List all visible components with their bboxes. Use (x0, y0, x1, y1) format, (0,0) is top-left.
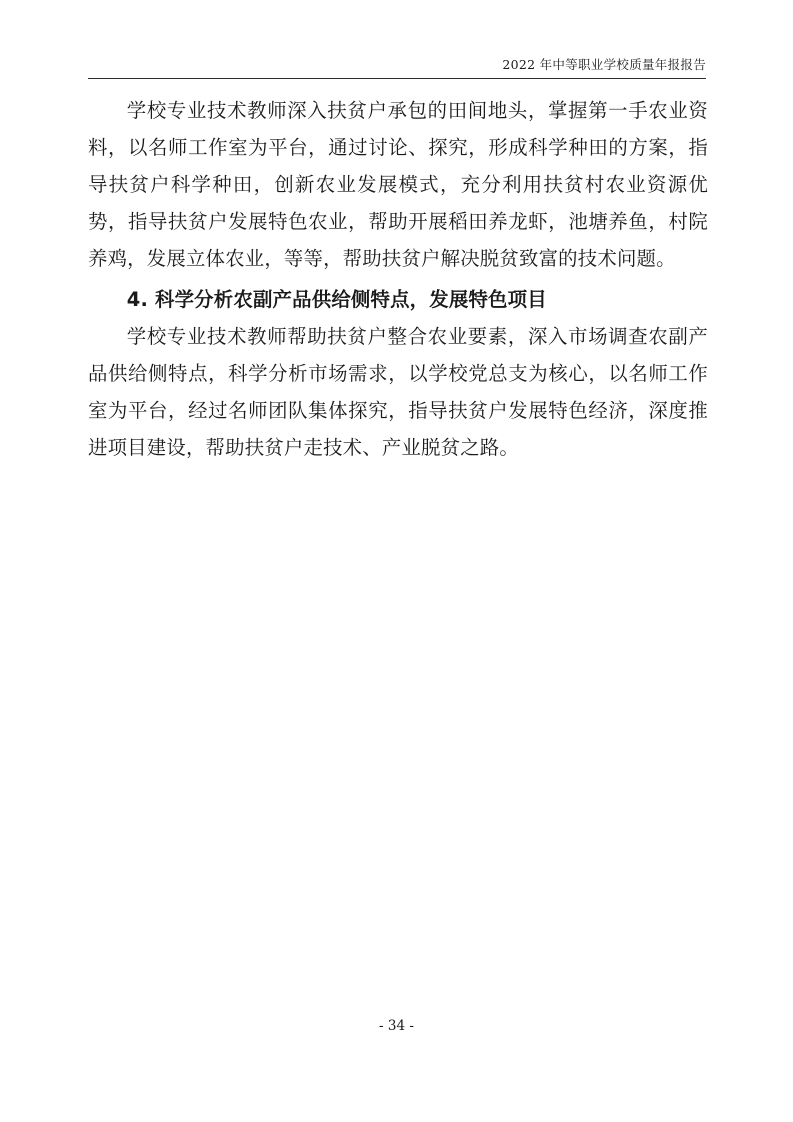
section-heading: 4. 科学分析农副产品供给侧特点，发展特色项目 (126, 288, 547, 311)
body-paragraph: 学校专业技术教师深入扶贫户承包的田间地头，掌握第一手农业资料，以名师工作室为平台，通过讨论、探究，形成科学种田的方案，指导扶贫户科学种田，创新农业发展模式，充分利用扶贫村农业资源优势，指导扶贫户发展特色农业，帮助开展稻田养龙虾，池塘养鱼，村院养鸡，发展立体农业，等等，帮助扶贫户解决脱贫致富的技术问题。 (88, 99, 708, 270)
body-paragraph: 学校专业技术教师帮助扶贫户整合农业要素，深入市场调查农副产品供给侧特点，科学分析市场需求，以学校党总支为核心，以名师工作室为平台，经过名师团队集体探究，指导扶贫户发展特色经济，深度推进项目建设，帮助扶贫户走技术、产业脱贫之路。 (88, 325, 708, 459)
page-number: - 34 - (379, 1018, 414, 1034)
page-body (88, 92, 708, 466)
running-header: 2022 年中等职业学校质量年报报告 (502, 57, 706, 72)
header-divider (88, 78, 706, 79)
